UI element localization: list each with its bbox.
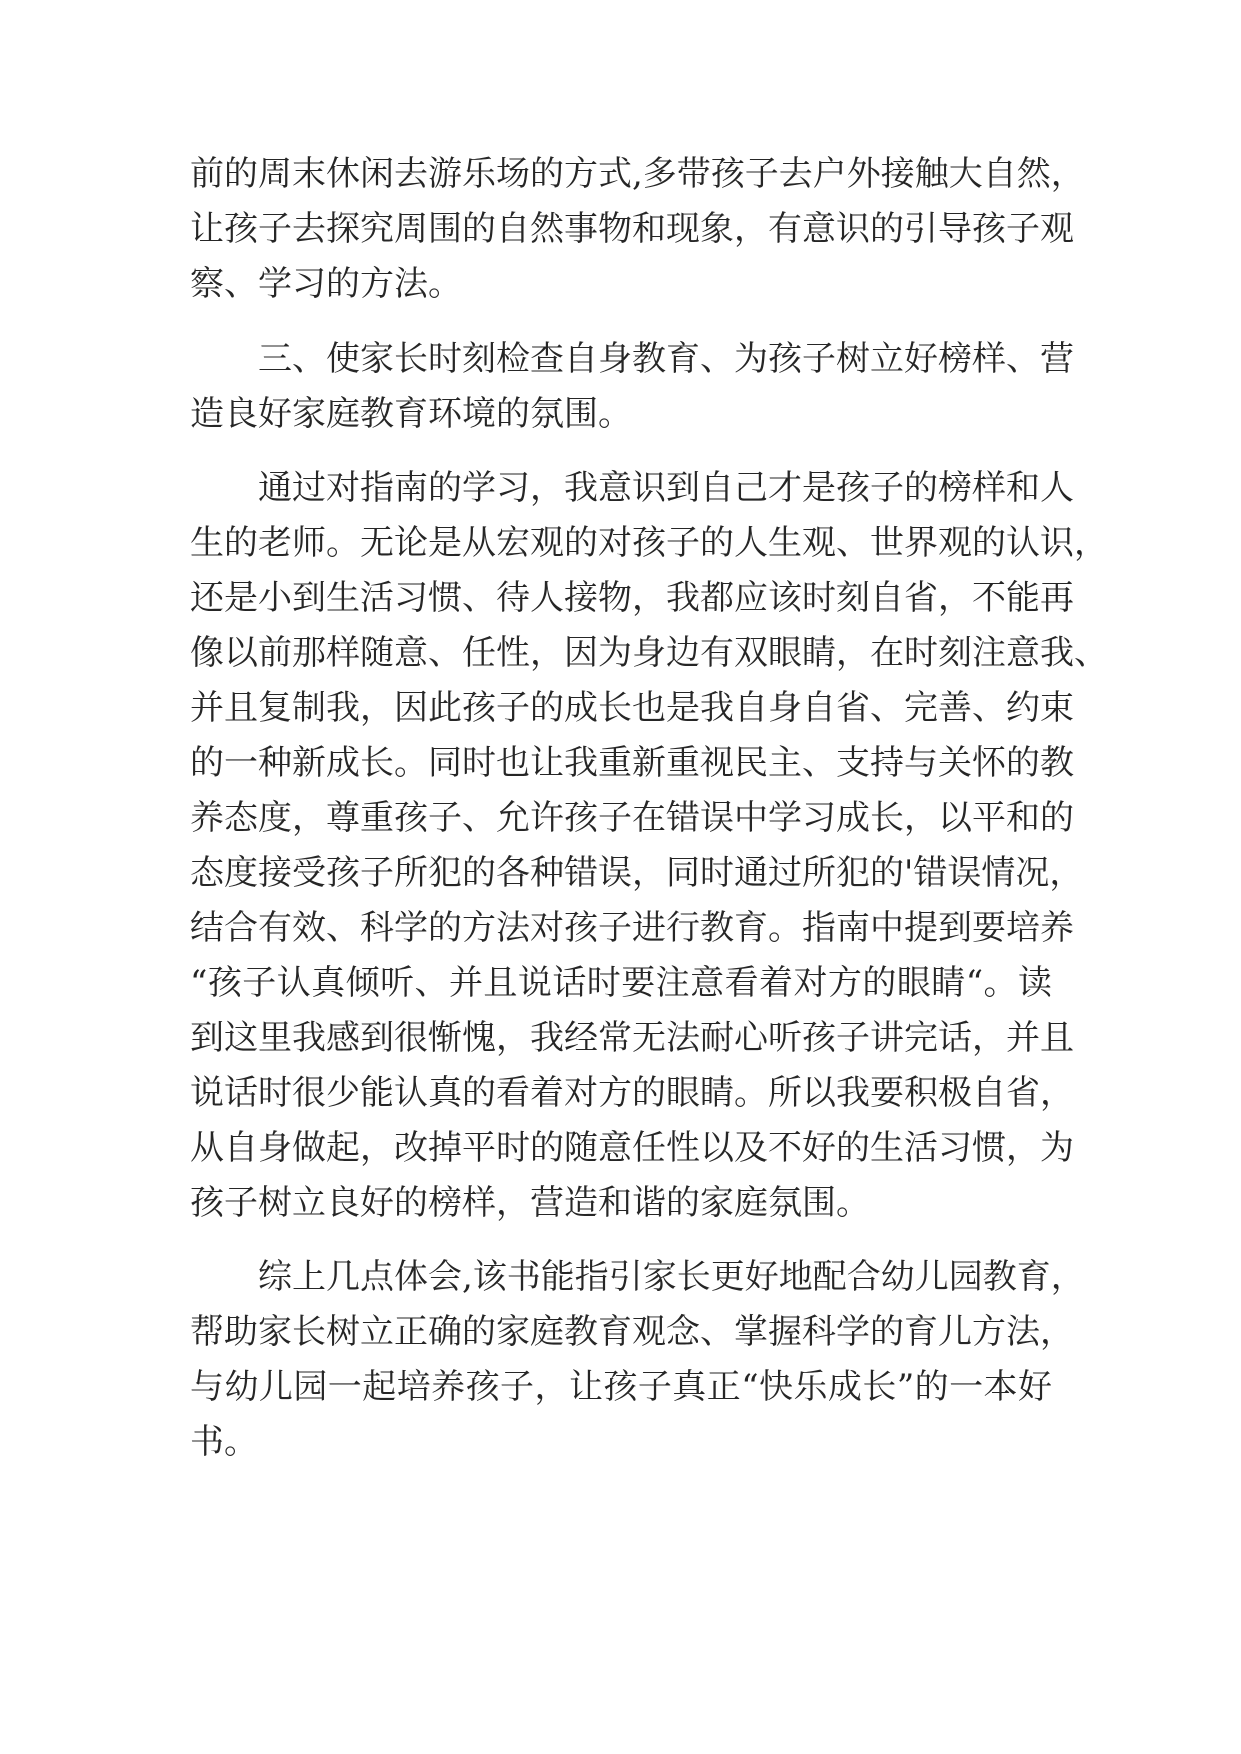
text-line: 态度接受孩子所犯的各种错误，同时通过所犯的'错误情况， [190, 853, 1084, 893]
text-line: 结合有效、科学的方法对孩子进行教育。指南中提到要培养 [190, 908, 1074, 948]
text-line: 生的老师。无论是从宏观的对孩子的人生观、世界观的认识， [190, 523, 1108, 563]
text-line: 帮助家长树立正确的家庭教育观念、掌握科学的育儿方法， [190, 1312, 1074, 1352]
text-line: 的一种新成长。同时也让我重新重视民主、支持与关怀的教 [190, 743, 1074, 783]
text-line: 并且复制我，因此孩子的成长也是我自身自省、完善、约束 [190, 688, 1074, 728]
text-line: 书。 [190, 1422, 258, 1462]
text-line: 孩子树立良好的榜样，营造和谐的家庭氛围。 [190, 1183, 870, 1223]
text-line: 前的周末休闲去游乐场的方式,多带孩子去户外接触大自然， [190, 154, 1085, 194]
text-line: “孩子认真倾听、并且说话时要注意看着对方的眼睛“。读 [190, 963, 1052, 1003]
text-line: 察、学习的方法。 [190, 264, 462, 304]
section-heading: 三、使家长时刻检查自身教育、为孩子树立好榜样、营 [258, 339, 1074, 379]
text-line: 从自身做起，改掉平时的随意任性以及不好的生活习惯，为 [190, 1128, 1074, 1168]
text-line: 让孩子去探究周围的自然事物和现象，有意识的引导孩子观 [190, 209, 1074, 249]
text-line: 还是小到生活习惯、待人接物，我都应该时刻自省，不能再 [190, 578, 1074, 618]
text-line: 与幼儿园一起培养孩子，让孩子真正“快乐成长”的一本好 [190, 1367, 1052, 1407]
text-line: 像以前那样随意、任性，因为身边有双眼睛，在时刻注意我、 [190, 633, 1108, 673]
text-line: 养态度，尊重孩子、允许孩子在错误中学习成长，以平和的 [190, 798, 1074, 838]
text-line: 说话时很少能认真的看着对方的眼睛。所以我要积极自省， [190, 1073, 1074, 1113]
text-line: 到这里我感到很惭愧，我经常无法耐心听孩子讲完话，并且 [190, 1018, 1074, 1058]
text-line: 通过对指南的学习，我意识到自己才是孩子的榜样和人 [258, 468, 1074, 508]
text-line: 综上几点体会,该书能指引家长更好地配合幼儿园教育， [258, 1257, 1085, 1297]
section-heading: 造良好家庭教育环境的氛围。 [190, 394, 632, 434]
